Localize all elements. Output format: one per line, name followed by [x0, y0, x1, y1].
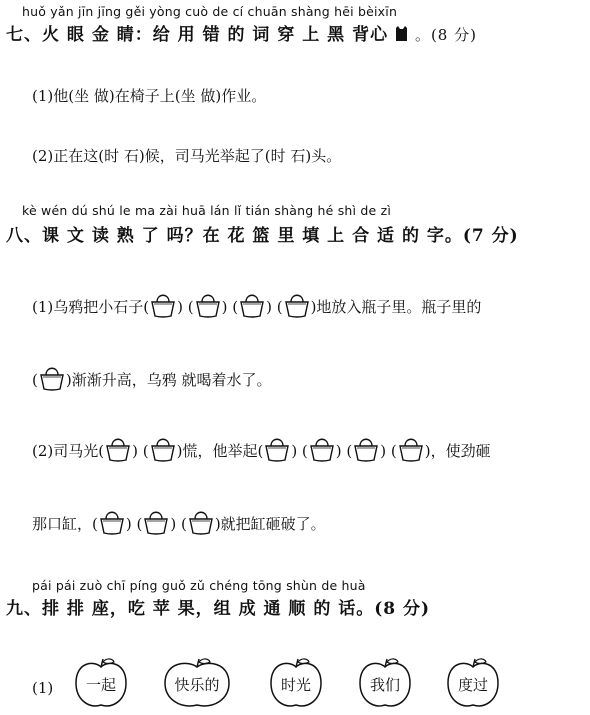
section7-title-text: 七、火 眼 金 睛：给 用 错 的 词 穿 上 黑 背心: [6, 25, 389, 45]
section9-title: 九、排 排 座，吃 苹 果，组 成 通 顺 的 话。(8 分): [6, 599, 431, 619]
section8-item-2-mid: )慌，他举起(: [176, 442, 264, 460]
section7-pinyin: huǒ yǎn jīn jīng gěi yòng cuò de cí chuān shàng hēi bèixīn: [22, 4, 398, 19]
basket-icon[interactable]: [149, 436, 177, 462]
section9-item-1-label: (1): [32, 679, 54, 697]
section8-pinyin: kè wén dú shú le ma zài huā lán lǐ tián shàng hé shì de zì: [22, 203, 392, 218]
apple-item[interactable]: [72, 657, 130, 711]
apple-word: 快乐的: [174, 676, 220, 694]
section8-line-2-suffix: )渐渐升高，乌鸦 就喝着水了。: [65, 371, 272, 389]
black-vest-icon: [395, 25, 408, 42]
section9-pinyin: pái pái zuò chī píng guǒ zǔ chéng tōng shùn de huà: [32, 578, 366, 593]
basket-icon[interactable]: [352, 436, 380, 462]
apple-word: 时光: [280, 676, 311, 694]
basket-icon[interactable]: [283, 292, 311, 318]
apple-word: 度过: [457, 676, 488, 694]
basket-icon[interactable]: [397, 436, 425, 462]
basket-icon[interactable]: [38, 365, 66, 391]
section8-item-1-suffix: )地放入瓶子里。瓶子里的: [310, 298, 482, 316]
basket-icon[interactable]: [149, 292, 177, 318]
section8-item-1-line-2: ( )渐渐升高，乌鸦 就喝着水了。: [32, 365, 271, 391]
section8-item-2-line-2: 那口缸，( ) ( ) ( )就把缸砸破了。: [32, 509, 326, 535]
section8-item-2-line: (2)司马光( ) ( )慌，他举起( ) ( ) ( ) ( )，使劲砸: [32, 436, 491, 462]
section8-title: 八、课 文 读 熟 了 吗？在 花 篮 里 填 上 合 适 的 字。(7 分): [6, 226, 519, 246]
section8-item-1-prefix: (1)乌鸦把小石子(: [32, 298, 150, 316]
basket-icon[interactable]: [308, 436, 336, 462]
basket-icon[interactable]: [263, 436, 291, 462]
section8-item-2-prefix: (2)司马光(: [32, 442, 105, 460]
section8-line-4-prefix: 那口缸，(: [32, 515, 98, 533]
apple-item[interactable]: [267, 657, 325, 711]
basket-icon[interactable]: [142, 509, 170, 535]
section7-item-1: (1)他(坐 做)在椅子上(坐 做)作业。: [32, 87, 267, 105]
section8-item-2-suffix: )，使劲砸: [424, 442, 491, 460]
apple-item[interactable]: [161, 657, 233, 711]
basket-icon[interactable]: [98, 509, 126, 535]
apple-word: 一起: [85, 676, 116, 694]
section7-title: [6, 20, 477, 45]
basket-icon[interactable]: [194, 292, 222, 318]
basket-icon[interactable]: [238, 292, 266, 318]
section7-score: 。(8 分): [414, 26, 477, 44]
apple-item[interactable]: [356, 657, 414, 711]
section8-item-1-line: (1)乌鸦把小石子( ) ( ) ( ) ( )地放入瓶子里。瓶子里的: [32, 292, 481, 318]
section7-item-2: (2)正在这(时 石)候，司马光举起了(时 石)头。: [32, 147, 342, 165]
basket-icon[interactable]: [104, 436, 132, 462]
basket-icon[interactable]: [187, 509, 215, 535]
apple-word: 我们: [369, 676, 400, 694]
section8-line-4-suffix: )就把缸砸破了。: [214, 515, 326, 533]
apple-item[interactable]: [444, 657, 502, 711]
